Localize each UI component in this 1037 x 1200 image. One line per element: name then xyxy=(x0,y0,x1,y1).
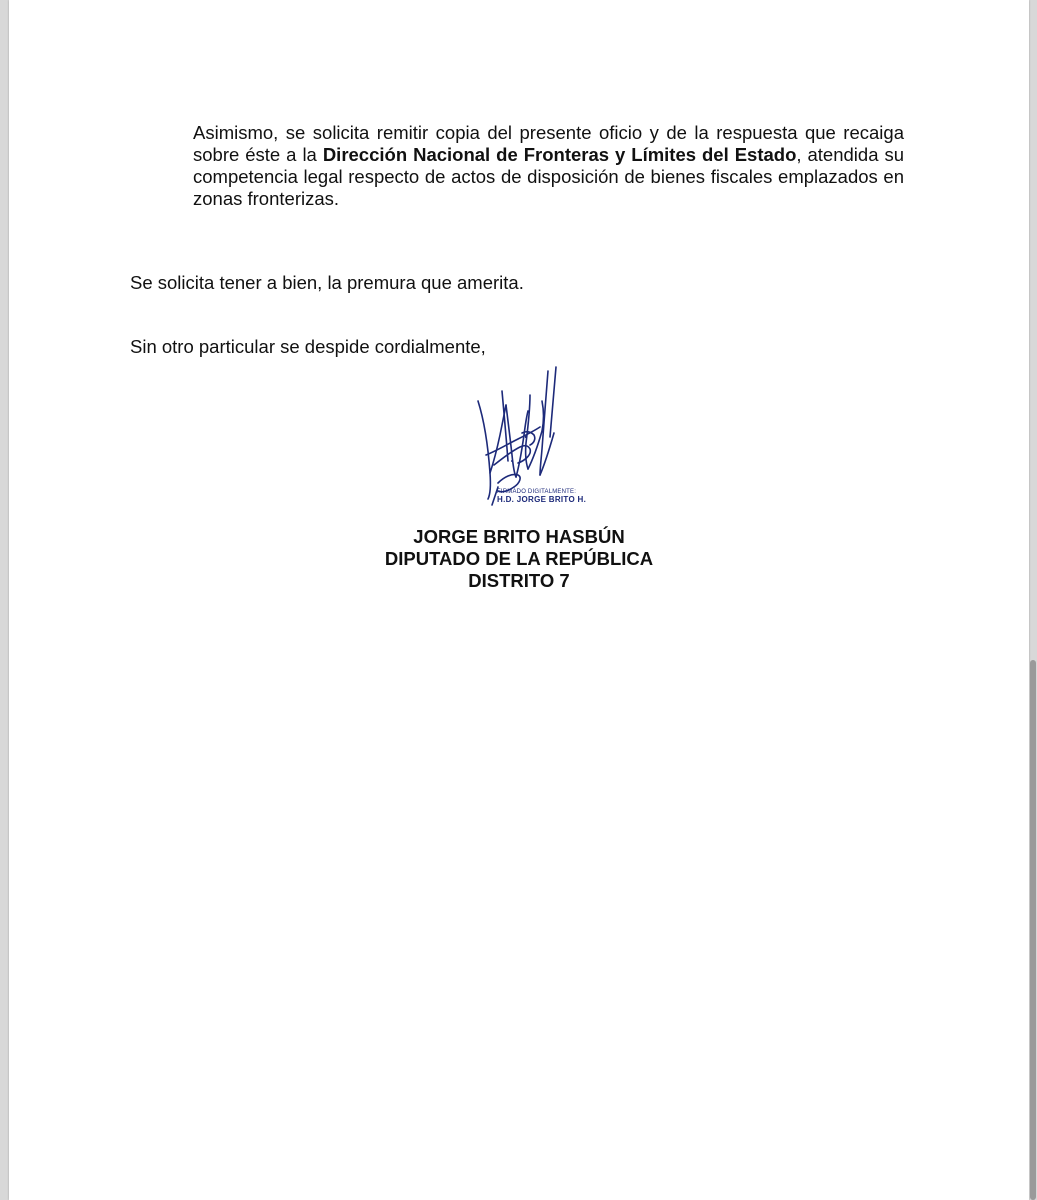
digital-signature-label: FIRMADO DIGITALMENTE: xyxy=(497,489,577,495)
signer-title: DIPUTADO DE LA REPÚBLICA xyxy=(384,548,654,569)
paragraph-closing: Sin otro particular se despide cordialmente, xyxy=(130,336,486,357)
document-page xyxy=(9,0,1029,1200)
paragraph-copy-request xyxy=(193,122,904,210)
paragraph-bold-entity: Dirección Nacional de Fronteras y Límites del Estado xyxy=(322,144,797,165)
paragraph-urgency: Se solicita tener a bien, la premura que amerita. xyxy=(130,272,524,293)
scrollbar-thumb[interactable] xyxy=(1030,660,1036,1200)
paragraph-text-start: Asimismo, se solicita remitir copia del presente oficio y de la respuesta que recaiga sobre éste a la xyxy=(193,122,904,165)
vertical-scrollbar[interactable] xyxy=(1029,0,1037,1200)
paragraph-text-end: , atendida su competencia legal respecto de actos de disposición de bienes fiscales emplazados en zonas fronterizas. xyxy=(193,144,904,209)
signer-block xyxy=(309,526,729,592)
signer-name: JORGE BRITO HASBÚN xyxy=(413,526,625,547)
digital-signature-caption xyxy=(497,488,586,504)
signer-district: DISTRITO 7 xyxy=(468,570,570,591)
digital-signature-name: H.D. JORGE BRITO H. xyxy=(497,495,587,504)
